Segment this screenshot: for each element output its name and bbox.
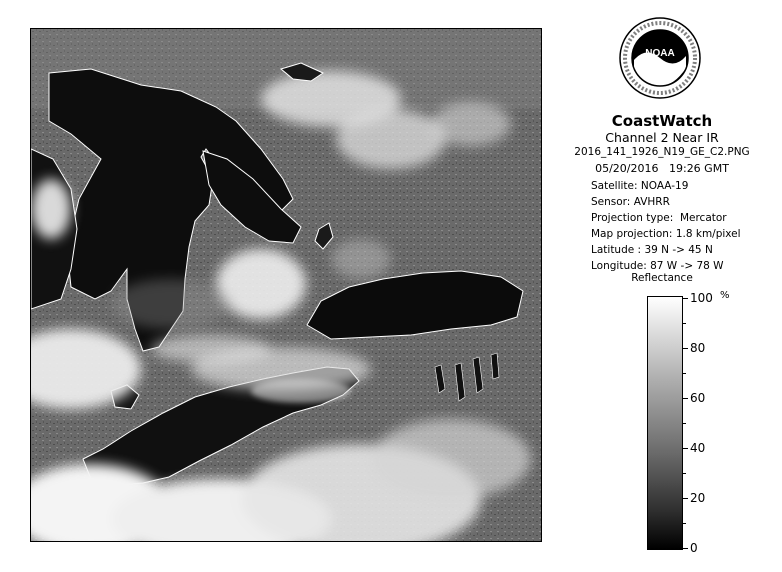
meta-satellite: Satellite: NOAA-19 — [591, 180, 689, 192]
colorbar-tick — [683, 448, 688, 449]
colorbar-tick — [683, 298, 688, 299]
colorbar-tick — [683, 548, 688, 549]
reflectance-colorbar — [647, 296, 683, 550]
colorbar-tick-label: 100 — [690, 291, 713, 305]
meta-projection-type: Projection type: Mercator — [591, 212, 727, 224]
colorbar-minor-tick — [683, 523, 686, 524]
satellite-map-svg — [31, 29, 542, 542]
meta-longitude: Longitude: 87 W -> 78 W — [591, 260, 724, 272]
file-name: 2016_141_1926_N19_GE_C2.PNG — [574, 146, 750, 158]
date: 05/20/2016 — [595, 162, 659, 175]
colorbar-minor-tick — [683, 373, 686, 374]
colorbar-tick-label: 40 — [690, 441, 706, 455]
colorbar-tick-label: 0 — [690, 541, 698, 555]
colorbar-tick — [683, 398, 688, 399]
colorbar-tick-label: 80 — [690, 341, 706, 355]
legend-unit: % — [720, 290, 730, 301]
noaa-logo-text: NOAA — [645, 48, 675, 59]
date-time — [548, 162, 776, 175]
noaa-logo-icon — [618, 16, 702, 100]
legend-title: Reflectance — [631, 272, 693, 284]
meta-map-projection: Map projection: 1.8 km/pixel — [591, 228, 741, 240]
colorbar-minor-tick — [683, 473, 686, 474]
colorbar-tick-label: 60 — [690, 391, 706, 405]
lake-haze — [111, 279, 231, 329]
colorbar-tick-label: 20 — [690, 491, 706, 505]
erie-cloud-streak — [251, 379, 351, 403]
meta-sensor: Sensor: AVHRR — [591, 196, 670, 208]
satellite-image — [30, 28, 542, 542]
product-title: CoastWatch — [611, 112, 713, 130]
meta-latitude: Latitude : 39 N -> 45 N — [591, 244, 713, 256]
colorbar-tick — [683, 348, 688, 349]
channel-name: Channel 2 Near IR — [605, 130, 719, 145]
colorbar-minor-tick — [683, 323, 686, 324]
colorbar-minor-tick — [683, 423, 686, 424]
colorbar-tick — [683, 498, 688, 499]
time: 19:26 GMT — [668, 162, 729, 175]
